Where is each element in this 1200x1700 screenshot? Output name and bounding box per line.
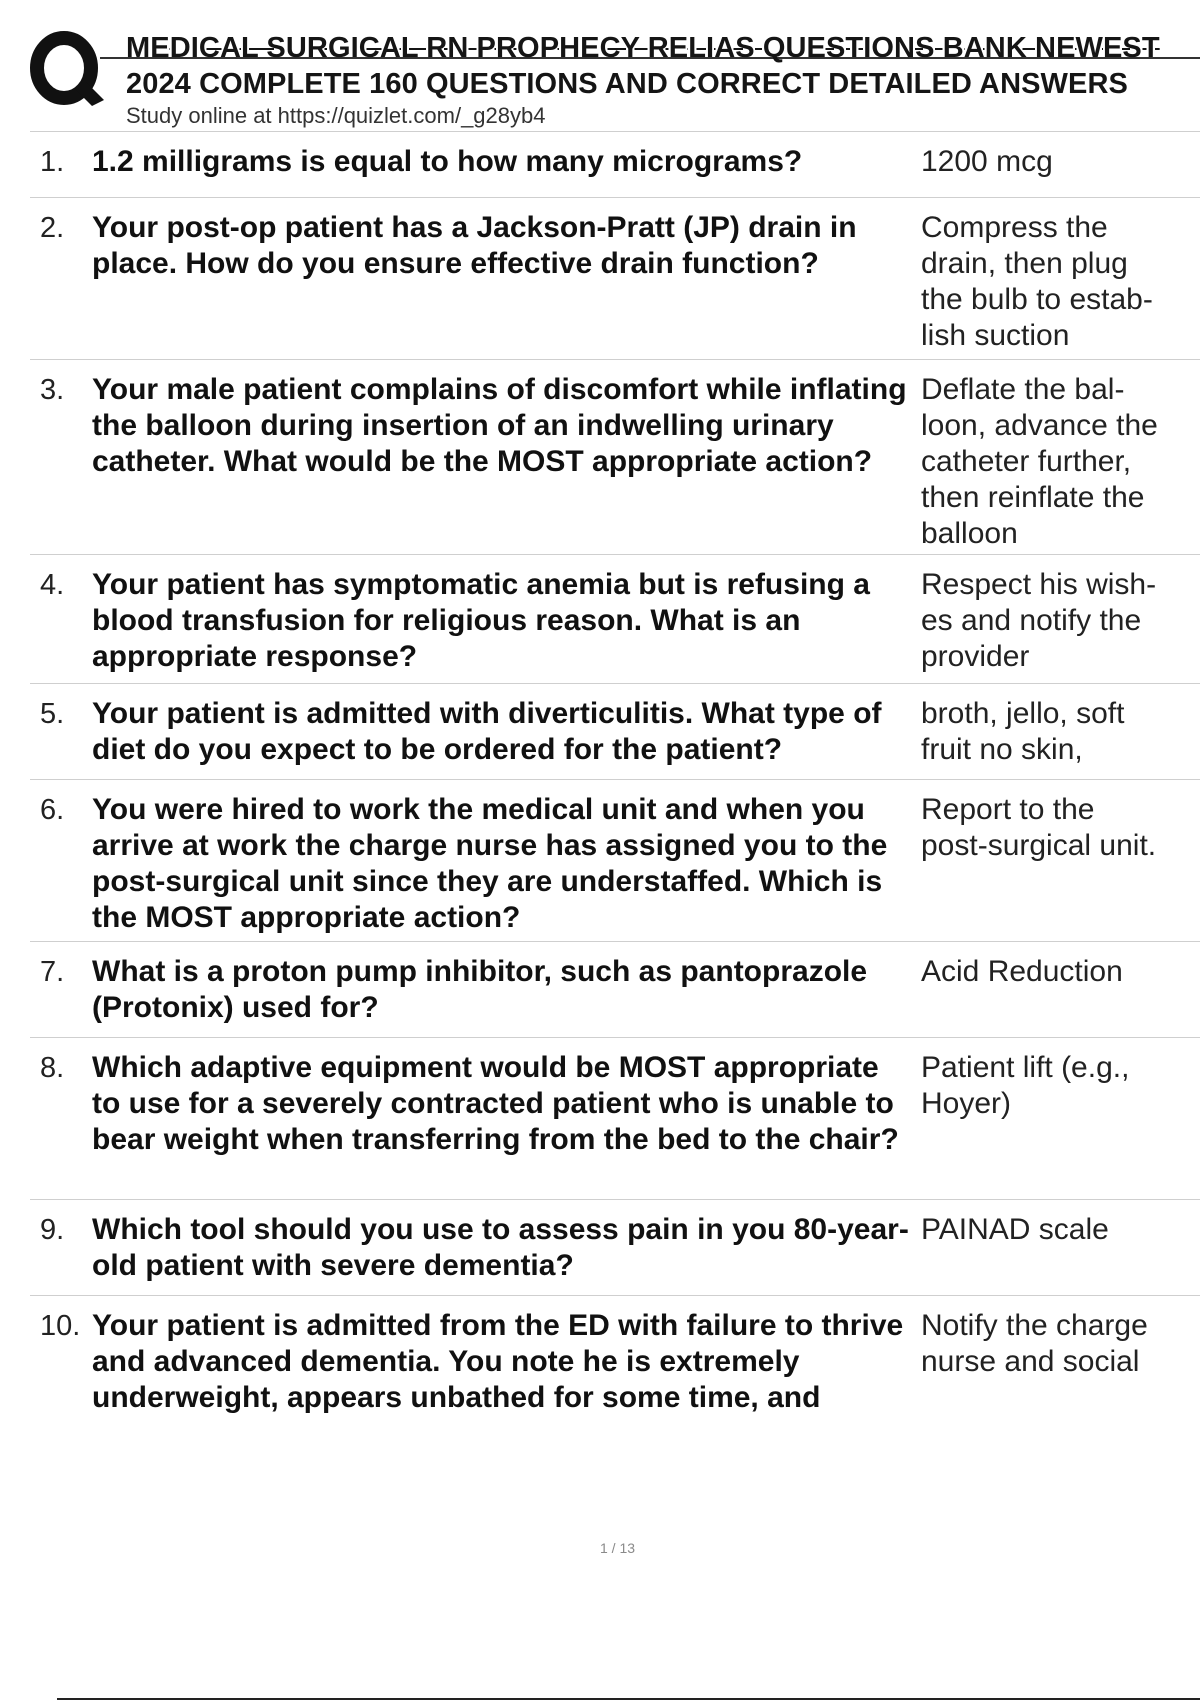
answer-text	[921, 696, 1200, 779]
question-number: 7.	[40, 956, 65, 988]
question-row	[30, 360, 1200, 555]
question-number: 10.	[40, 1310, 81, 1342]
answer-line: Respect his wish-	[921, 568, 1157, 601]
answer-line: Report to the	[921, 793, 1095, 826]
question-row	[30, 1038, 1200, 1200]
question-row	[30, 1200, 1200, 1296]
question-number: 5.	[40, 698, 65, 730]
question-row	[30, 198, 1200, 360]
answer-text	[921, 1050, 1200, 1199]
answer-line: lish suction	[921, 319, 1070, 352]
answer-line: the bulb to estab-	[921, 283, 1153, 316]
answer-line: post-surgical unit.	[921, 829, 1157, 862]
answer-line: Compress the	[921, 211, 1108, 244]
question-text: Which adaptive equipment would be MOST appropriate to use for a severely contracted patient who is unable to bear weight when transferring from the bed to the chair?	[92, 1051, 899, 1156]
question-list	[30, 131, 1200, 1425]
question-number: 3.	[40, 374, 65, 406]
document-title-line-1: MEDICAL SURGICAL RN PROPHECY RELIAS QUESTIONS BANK NEWEST	[126, 32, 1160, 64]
question-row	[30, 780, 1200, 942]
study-online-link[interactable]: Study online at https://quizlet.com/_g28yb4	[126, 103, 546, 128]
question-text: Your post-op patient has a Jackson-Pratt (JP) drain in place. How do you ensure effective drain function?	[92, 211, 857, 280]
answer-text	[921, 954, 1200, 1037]
question-text: What is a proton pump inhibitor, such as pantoprazole (Protonix) used for?	[92, 955, 868, 1024]
quizlet-q-logo-icon	[30, 30, 106, 112]
answer-text	[921, 210, 1200, 359]
question-number: 1.	[40, 146, 65, 178]
answer-line: Notify the charge	[921, 1309, 1148, 1342]
question-row	[30, 132, 1200, 198]
question-text: Your patient has symptomatic anemia but is refusing a blood transfusion for religious reason. What is an appropriate response?	[92, 568, 870, 673]
question-number: 4.	[40, 569, 65, 601]
question-text: Your patient is admitted with diverticulitis. What type of diet do you expect to be ordered for the patient?	[92, 697, 882, 766]
question-number: 6.	[40, 794, 65, 826]
document-header	[126, 30, 1200, 129]
question-row	[30, 942, 1200, 1038]
question-number: 9.	[40, 1214, 65, 1246]
question-text: Your male patient complains of discomfort while inflating the balloon during insertion of an indwelling urinary catheter. What would be the MOST appropriate action?	[92, 373, 907, 478]
question-row	[30, 684, 1200, 780]
answer-text	[921, 1212, 1200, 1295]
answer-text	[921, 1308, 1200, 1425]
answer-text	[921, 792, 1200, 941]
question-number: 2.	[40, 212, 65, 244]
answer-line: Patient lift (e.g.,	[921, 1051, 1130, 1084]
question-text: You were hired to work the medical unit and when you arrive at work the charge nurse has assigned you to the post-surgical unit since they are understaffed. Which is the MOST appropriate action?	[92, 793, 888, 934]
answer-line: balloon	[921, 517, 1018, 550]
answer-text	[921, 567, 1200, 683]
answer-line: nurse and social	[921, 1345, 1140, 1378]
question-text: 1.2 milligrams is equal to how many micrograms?	[92, 145, 803, 178]
answer-line: fruit no skin,	[921, 733, 1083, 766]
question-text: Which tool should you use to assess pain in you 80-year-old patient with severe dementia?	[92, 1213, 909, 1282]
answer-line: Deflate the bal-	[921, 373, 1125, 406]
question-row	[30, 555, 1200, 684]
answer-text	[921, 372, 1200, 554]
answer-line: catheter further,	[921, 445, 1132, 478]
answer-line: PAINAD scale	[921, 1213, 1109, 1246]
answer-line: Hoyer)	[921, 1087, 1012, 1120]
question-row	[30, 1296, 1200, 1425]
page-indicator: 1 / 13	[599, 1540, 636, 1556]
answer-line: Acid Reduction	[921, 955, 1123, 988]
question-text: Your patient is admitted from the ED with failure to thrive and advanced dementia. You note he is extremely underweight, appears unbathed for some time, and	[92, 1309, 904, 1414]
answer-text	[921, 144, 1200, 197]
answer-line: drain, then plug	[921, 247, 1128, 280]
answer-line: provider	[921, 640, 1030, 673]
answer-line: then reinflate the	[921, 481, 1145, 514]
answer-line: loon, advance the	[921, 409, 1158, 442]
answer-line: broth, jello, soft	[921, 697, 1125, 730]
document-title-line-2: 2024 COMPLETE 160 QUESTIONS AND CORRECT DETAILED ANSWERS	[126, 68, 1128, 100]
answer-line: 1200 mcg	[921, 145, 1053, 178]
question-number: 8.	[40, 1052, 65, 1084]
answer-line: es and notify the	[921, 604, 1142, 637]
